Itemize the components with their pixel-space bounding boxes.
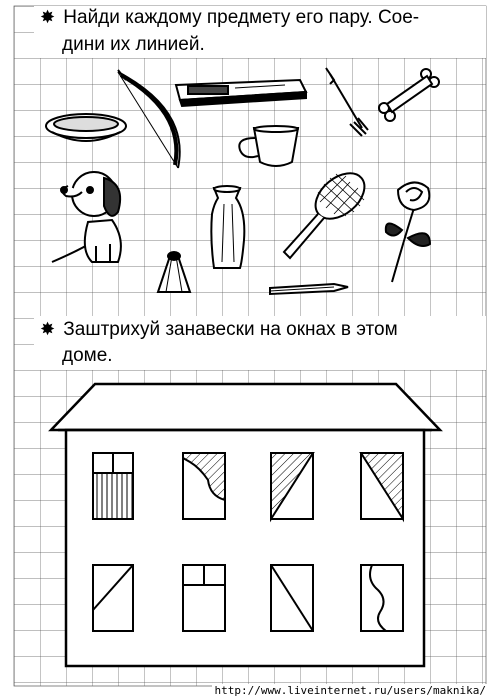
window-bottom-3 [271, 565, 313, 631]
task1-bullet: ✸ [40, 7, 56, 27]
window-bottom-4 [361, 565, 403, 631]
task1-line2: дини их линией. [62, 34, 205, 55]
window-top-2 [183, 453, 225, 519]
window-bottom-2 [183, 565, 225, 631]
task1-line1: Найди каждому предмету его пару. Сое- [63, 7, 420, 28]
task2-line2: доме. [62, 345, 113, 366]
task2-bullet: ✸ [40, 319, 56, 339]
source-url: http://www.liveinternet.ru/users/maknika/ [214, 684, 486, 697]
window-top-4 [361, 453, 403, 519]
window-bottom-1 [93, 565, 133, 631]
task2-heading [40, 316, 398, 343]
window-top-1 [93, 453, 133, 519]
task1-heading [40, 4, 419, 31]
task2-line1: Заштрихуй занавески на окнах в этом [63, 319, 398, 340]
window-top-3 [271, 453, 313, 519]
